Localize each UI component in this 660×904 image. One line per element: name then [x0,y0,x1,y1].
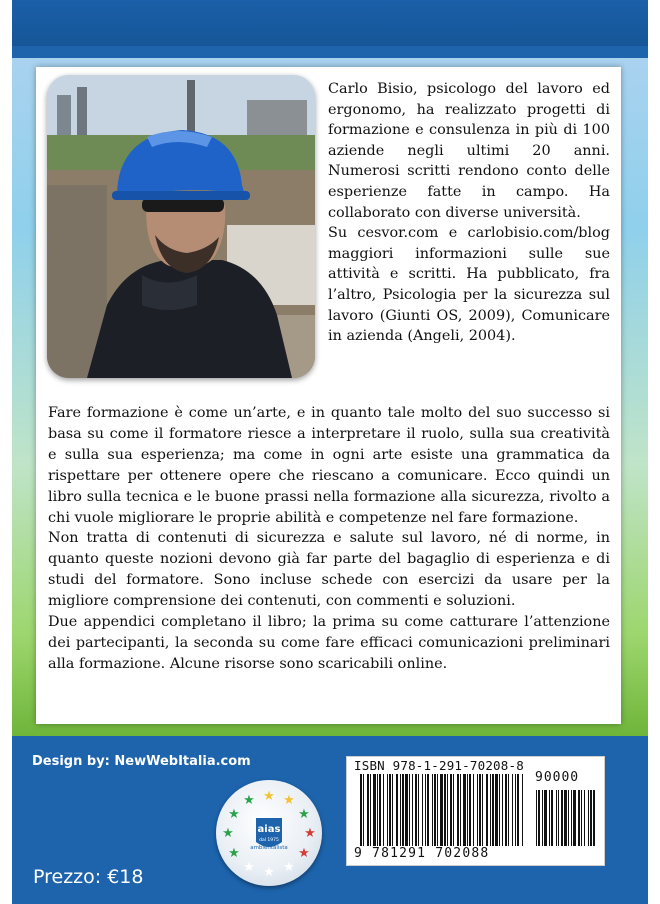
barcode-bar [460,774,461,846]
barcode-bar [508,774,509,846]
barcode-bar [482,774,483,846]
svg-text:★: ★ [222,826,234,841]
barcode-bar [490,774,491,846]
barcode-bar [409,774,410,846]
svg-text:★: ★ [283,860,295,875]
design-credit: Design by: NewWebItalia.com [32,754,251,769]
addon-number: 90000 [535,770,580,785]
barcode-bar [502,774,503,846]
barcode-bar [400,774,401,846]
addon-bar [581,790,582,846]
addon-bar [538,790,540,846]
barcode-bar [363,774,364,846]
addon-bar [584,790,585,846]
ean-number: 9 781291 702088 [354,846,490,861]
barcode-bar [499,774,500,846]
addon-bar [564,790,567,846]
barcode-bar [432,774,433,846]
svg-text:★: ★ [263,865,275,880]
badge-tagline: ambientalista [250,845,288,851]
addon-bar [558,790,559,846]
addon-bar [561,790,563,846]
barcode-bar [392,774,393,846]
barcode-bar [492,774,494,846]
addon-bar [556,790,557,846]
barcode-bar [457,774,459,846]
barcode-bar [522,774,523,846]
svg-text:★: ★ [298,846,310,861]
barcode-bar [479,774,481,846]
barcode-bar [373,774,376,846]
svg-text:★: ★ [243,793,255,808]
svg-text:★: ★ [283,793,295,808]
description-paragraph: Non tratta di contenuti di sicurezza e salute sul lavoro, né di norme, in quanto queste nozioni devono già far parte del bagaglio di esperienza e di studi del formatore. Sono incluse schede con esercizi da usare per la migliore comprensione dei contenuti, con commenti e soluzioni. [48,530,610,610]
svg-text:★: ★ [263,789,275,804]
addon-bar [551,790,553,846]
svg-text:★: ★ [228,846,240,861]
author-bio [328,79,610,347]
author-photo [47,75,315,378]
addon-bar [571,790,572,846]
barcode-bar [383,774,384,846]
description-paragraph: Fare formazione è come un’arte, e in quanto tale molto del suo successo si basa su come il formatore riesce a interpretare il ruolo, sulla sua creatività e sulla sua esperienza; ma come in ogni arte esiste una grammatica da rispettare per ottenere opere che riescano a comunicare. Ecco quindi un libro sulla tecnica e le buone prassi nella formazione alla sicurezza, rivolto a chi vuole migliorare le proprie abilità e competenze nel fare formazione. [48,405,610,526]
barcode-bar [434,774,436,846]
barcode-bar [425,774,426,846]
svg-text:★: ★ [304,826,316,841]
barcode-bar [495,774,498,846]
badge-year: dal 1975 [259,838,279,843]
barcode-bar [463,774,466,846]
addon-bar [593,790,595,846]
barcode-bar [402,774,404,846]
book-description [48,403,610,675]
svg-text:★: ★ [228,807,240,822]
barcode-bar [447,774,448,846]
isbn-label: ISBN 978-1-291-70208-8 [354,758,524,773]
addon-bar [573,790,576,846]
barcode-bar [517,774,519,846]
barcode-bar [360,774,362,846]
barcode-bar [505,774,507,846]
barcode-bar [377,774,378,846]
bio-paragraph: Su cesvor.com e carlobisio.com/blog maggiori informazioni sulle sue attività e scritti. Ha pubblicato, fra l’altro, Psicologia per la sicurezza sul lavoro (Giunti OS, 2009), Comunicare in azienda (Angeli, 2004). [328,225,610,345]
barcode-bar [453,774,454,846]
svg-text:★: ★ [243,860,255,875]
barcode-bar [412,774,413,846]
barcode-bar [515,774,516,846]
barcode-bar [396,774,398,846]
barcode-bar [379,774,381,846]
barcode-bar [405,774,408,846]
addon-bar [590,790,592,846]
aias-badge [216,780,322,886]
barcode-bars [354,774,600,854]
addon-bar [578,790,580,846]
barcode-bar [422,774,423,846]
addon-bar [542,790,543,846]
barcode-bar [444,774,446,846]
barcode-bar [418,774,419,846]
addon-bar [544,790,547,846]
barcode-bar [370,774,371,846]
svg-text:★: ★ [298,807,310,822]
bio-paragraph: Carlo Bisio, psicologo del lavoro ed ergonomo, ha realizzato progetti di formazione e consulenza in più di 100 aziende negli ultimi 20 anni. Numerosi scritti rendono conto delle esperienze fatte in campo. Ha collaborato con diverse università. [328,81,610,221]
top-blue-band [12,0,648,46]
barcode-bar [469,774,471,846]
barcode-bar [440,774,443,846]
price: Prezzo: €18 [33,866,144,888]
barcode-bar [477,774,478,846]
barcode-bar [389,774,391,846]
barcode-bar [415,774,417,846]
barcode-bar [486,774,488,846]
barcode-bar [367,774,369,846]
description-paragraph: Due appendici completano il libro; la prima su come catturare l’attenzione dei partecipanti, la seconda su come fare efficaci comunicazioni preliminari alla formazione. Alcune risorse sono scaricabili online. [48,614,610,672]
barcode-bar [450,774,452,846]
barcode-bar [427,774,429,846]
barcode-bar [437,774,438,846]
barcode-bar [473,774,474,846]
addon-bar [568,790,569,846]
addon-bar [536,790,537,846]
barcode-bar [467,774,468,846]
barcode-bar [387,774,388,846]
barcode-bar [512,774,513,846]
addon-bar [588,790,589,846]
addon-bar [549,790,550,846]
badge-name: aias [257,824,281,835]
